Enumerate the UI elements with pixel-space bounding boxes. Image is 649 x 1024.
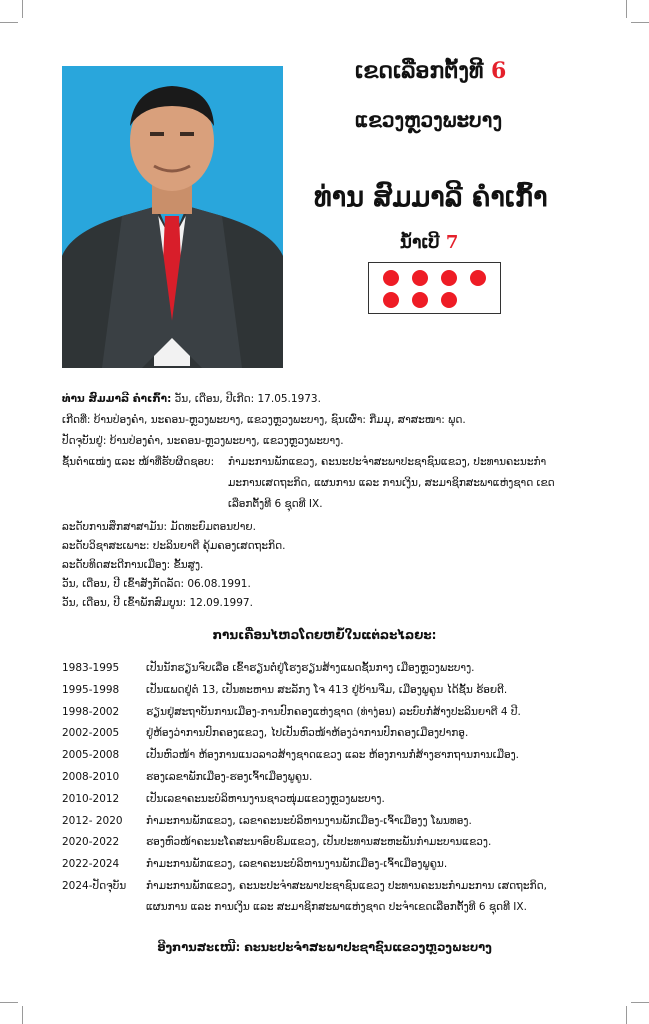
- crop-mark: [0, 22, 18, 23]
- bio-position-line: ເລືອກຕັ້ງທີ 6 ຊຸດທີ IX.: [228, 498, 323, 510]
- number-dot: [412, 292, 428, 308]
- bio-birth-date: ວັນ, ເດືອນ, ປີເກີດ: 17.05.1973.: [171, 393, 321, 405]
- bio-birthplace: ເກີດທີ່: ບ້ານປ່ອງຄໍາ, ນະຄອນ-ຫຼວງພະບາງ, ແຂວງຫຼວງພະບາງ, ຊົນເຜົ່າ: ກືມມຸ, ສາສະໜາ: ພຸດ.: [62, 414, 466, 426]
- career-period: 2020-2022: [62, 836, 120, 849]
- crop-mark: [22, 1006, 23, 1024]
- district-label: ເຂດເລືອກຕັ້ງທີ: [355, 58, 484, 84]
- bio-name-label: ທ່ານ ສົມມາລີ ຄໍາເກົ້າ:: [62, 393, 172, 405]
- crop-mark: [626, 0, 627, 18]
- candidate-name: ທ່ານ ສົມມາລີ ຄໍາເກົ້າ: [314, 182, 548, 213]
- crop-mark: [631, 22, 649, 23]
- career-description: ກໍາມະການພັກແຂວງ, ເລຂາຄະນະບໍລິຫານງານພັກເມືອງ-ເຈົ້າເມືອງພູຄູນ.: [146, 858, 448, 871]
- career-description: ຮອງເລຂາພັກເມືອງ-ຮອງເຈົ້າເມືອງພູຄູນ.: [146, 771, 313, 783]
- career-description: ເປັນນັກຮຽນຈົບເລື່ອ ເຂົ້າຮຽນຕໍ່ຢູ່ໂຮງຮຽນສ້າງແພດຊັ້ນກາງ ເມືອງຫຼວງພະບາງ.: [146, 662, 475, 674]
- career-period: 2010-2012: [62, 792, 120, 805]
- career-description: ເປັນເລຂາຄະນະບໍລິຫານງານຊາວໜຸ່ມແຂວງຫຼວງພະບາງ.: [146, 792, 385, 805]
- career-period: 2022-2024: [62, 858, 120, 871]
- bio-professional: ລະດັບວິຊາສະເພາະ: ປະລິນຍາຕີ ຄຸ້ມຄອງເສດຖະກິດ.: [62, 540, 286, 552]
- career-description: ເປັນຫົວໜ້າ ຫ້ອງການແນວລາວສ້າງຊາດແຂວງ ແລະ ຫ້ອງການກໍ່ສ້າງຮາກຖານການເມືອງ.: [146, 749, 520, 762]
- career-period: 1995-1998: [62, 683, 120, 696]
- district-number: 6: [491, 58, 507, 84]
- number-dot: [383, 270, 399, 286]
- career-description: ເປັນແພດຢູ່ຕໍ 13, ເປັນທະຫານ ສະລັກງ ໂຈ 413 ຢູ່ບ້ານຈືມ, ເມືອງພູຄູນ ໄດ້ຊັ້ນ ຮ້ອຍຕີ.: [146, 683, 508, 696]
- crop-mark: [626, 1006, 627, 1024]
- number-dot: [383, 292, 399, 308]
- career-period: 2005-2008: [62, 749, 120, 762]
- source-note: ອີງການສະເໜີ: ຄະນະປະຈໍາສະພາປະຊາຊົນແຂວງຫຼວງພະບາງ: [157, 940, 492, 954]
- crop-mark: [631, 1002, 649, 1003]
- province-name: ແຂວງຫຼວງພະບາງ: [355, 108, 503, 132]
- water-number-value: 7: [445, 232, 459, 253]
- number-dot: [441, 270, 457, 286]
- electoral-district: [355, 58, 506, 84]
- career-period: 2012- 2020: [62, 814, 123, 827]
- bio-joined-party: ວັນ, ເດືອນ, ປີ ເຂົ້າພັກສົມບູນ: 12.09.1997.: [62, 597, 253, 609]
- career-description: ຢູ່ຫ້ອງວ່າການປົກຄອງແຂວງ, ໄປເປັນຫົວໜ້າຫ້ອງວ່າການປົກຄອງເມືອງປາກອູ.: [146, 727, 469, 740]
- portrait-illustration: [62, 66, 283, 368]
- career-section-title: ການເຄື່ອນໄຫວໂດຍຫຍໍ້ໃນແຕ່ລະໄລຍະ:: [212, 628, 437, 642]
- career-description: ຮຽນຢູ່ສະຖາບັນການເມືອງ-ການປົກຄອງແຫ່ງຊາດ (ທ່າງ່ອນ) ລະບົບກໍ່ສ້າງປະລິນຍາຕີ 4 ປີ.: [146, 705, 521, 718]
- career-description: ແຜນການ ແລະ ການເງິນ ແລະ ສະມາຊິກສະພາແຫ່ງຊາດ ປະຈໍາເຂດເລືອກຕັ້ງທີ 6 ຊຸດທີ IX.: [146, 901, 527, 913]
- candidate-photo: [62, 66, 283, 368]
- number-dot: [470, 270, 486, 286]
- career-period: 2008-2010: [62, 771, 120, 783]
- bio-position-line: ກໍາມະການພັກແຂວງ, ຄະນະປະຈໍາສະພາປະຊາຊົນແຂວງ, ປະທານຄະນະກໍາ: [228, 456, 547, 468]
- bio-residence: ປັດຈຸບັນຢູ່: ບ້ານປ່ອງຄໍາ, ນະຄອນ-ຫຼວງພະບາງ, ແຂວງຫຼວງພະບາງ.: [62, 435, 344, 447]
- career-description: ກໍາມະການພັກແຂວງ, ເລຂາຄະນະບໍລິຫານງານພັກເມືອງ-ເຈົ້າເມືອງງ ໂພນທອງ.: [146, 814, 472, 827]
- water-number: [400, 232, 458, 253]
- bio-joined-state: ວັນ, ເດືອນ, ປີ ເຂົ້າສັງກັດລັດ: 06.08.1991.: [62, 578, 251, 590]
- water-number-dots: [368, 262, 501, 314]
- crop-mark: [0, 1002, 18, 1003]
- crop-mark: [22, 0, 23, 18]
- bio-education: ລະດັບການສຶກສາສາມັນ: ມັດທະຍົມຕອນປາຍ.: [62, 521, 256, 533]
- career-period: 2024-ປັດຈຸບັນ: [62, 880, 127, 892]
- bio-position-label: ຊັ້ນຕໍາແໜ່ງ ແລະ ໜ້າທີ່ຮັບຜິດຊອບ:: [62, 456, 215, 468]
- career-period: 2002-2005: [62, 727, 120, 740]
- bio-political: ລະດັບທິດສະດີການເມືອງ: ຂັ້ນສູງ.: [62, 559, 204, 571]
- bio-name-birth: [62, 391, 321, 407]
- number-dot: [441, 292, 457, 308]
- bio-position-line: ມະການເສດຖະກິດ, ແຜນການ ແລະ ການເງິນ, ສະມາຊິກສະພາແຫ່ງຊາດ ເຂດ: [228, 477, 555, 489]
- career-period: 1998-2002: [62, 705, 120, 718]
- career-description: ຮອງຫົວໜ້າຄະນະໂຄສະນາອົບຮົມແຂວງ, ເປັນປະທານສະຫະພັນກໍາມະບານແຂວງ.: [146, 836, 492, 849]
- water-label: ນໍ້າເບີ: [400, 232, 440, 253]
- number-dot: [412, 270, 428, 286]
- career-description: ກໍາມະການພັກແຂວງ, ຄະນະປະຈໍາສະພາປະຊາຊົນແຂວງ ປະທານຄະນະກໍາມະການ ເສດຖະກິດ,: [146, 880, 547, 892]
- career-period: 1983-1995: [62, 662, 120, 674]
